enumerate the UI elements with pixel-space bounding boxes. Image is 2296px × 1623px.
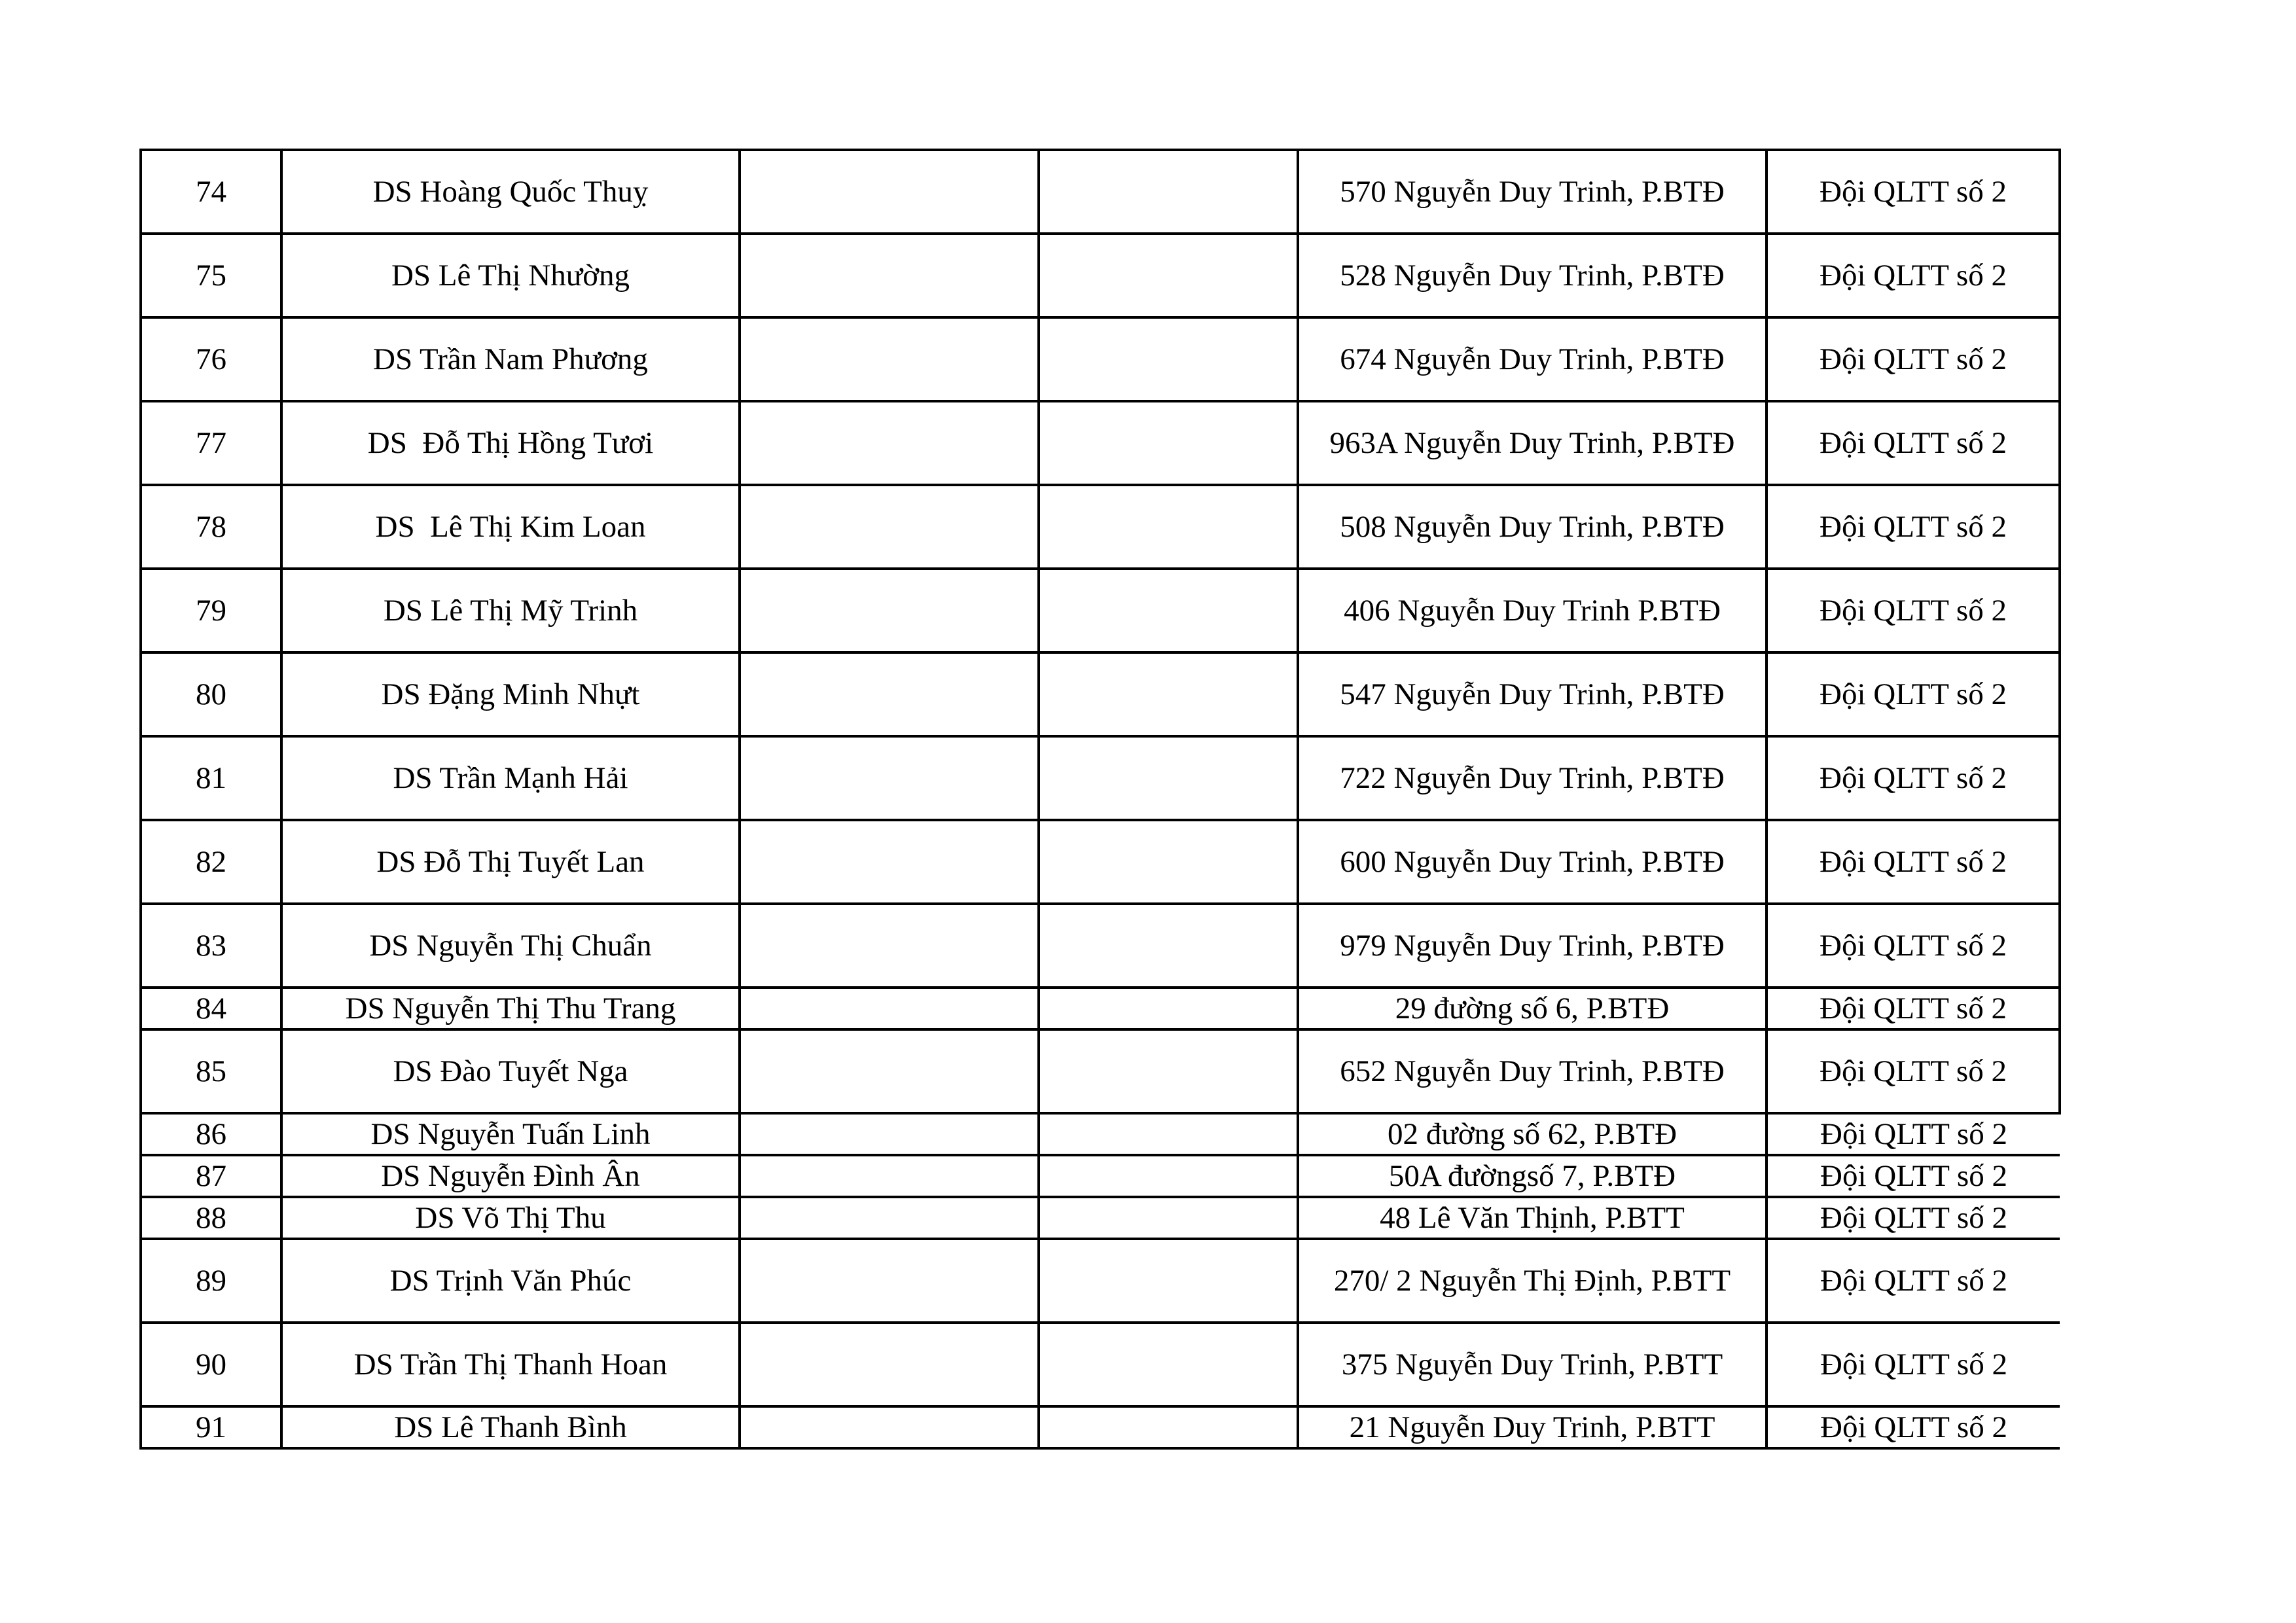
table-row [141, 569, 2060, 652]
row-number: 79 [141, 569, 281, 652]
row-number: 75 [141, 234, 281, 317]
address: 508 Nguyễn Duy Trinh, P.BTĐ [1298, 485, 1767, 569]
row-number: 86 [141, 1113, 281, 1155]
table-row [141, 150, 2060, 234]
table-row [141, 1406, 2060, 1448]
establishment-name: DS Đỗ Thị Tuyết Lan [281, 820, 740, 904]
establishment-name: DS Hoàng Quốc Thuỵ [281, 150, 740, 234]
address: 48 Lê Văn Thịnh, P.BTT [1298, 1197, 1767, 1239]
table-row [141, 1113, 2060, 1155]
establishment-name: DS Trần Thị Thanh Hoan [281, 1323, 740, 1406]
empty-cell [740, 1323, 1039, 1406]
table-row [141, 820, 2060, 904]
managing-unit: Đội QLTT số 2 [1767, 317, 2060, 401]
establishment-name: DS Lê Thị Kim Loan [281, 485, 740, 569]
empty-cell [740, 150, 1039, 234]
empty-cell [1039, 652, 1298, 736]
row-number: 85 [141, 1029, 281, 1113]
table-row [141, 485, 2060, 569]
establishment-name: DS Trần Nam Phương [281, 317, 740, 401]
table-row [141, 652, 2060, 736]
empty-cell [740, 1029, 1039, 1113]
address: 979 Nguyễn Duy Trinh, P.BTĐ [1298, 904, 1767, 988]
row-number: 77 [141, 401, 281, 485]
table-row [141, 904, 2060, 988]
row-number: 80 [141, 652, 281, 736]
establishment-name: DS Trịnh Văn Phúc [281, 1239, 740, 1323]
address: 547 Nguyễn Duy Trinh, P.BTĐ [1298, 652, 1767, 736]
table-row [141, 988, 2060, 1029]
empty-cell [1039, 904, 1298, 988]
establishment-name: DS Lê Thị Mỹ Trinh [281, 569, 740, 652]
address: 270/ 2 Nguyễn Thị Định, P.BTT [1298, 1239, 1767, 1323]
row-number: 83 [141, 904, 281, 988]
empty-cell [740, 569, 1039, 652]
row-number: 84 [141, 988, 281, 1029]
row-number: 90 [141, 1323, 281, 1406]
empty-cell [1039, 1113, 1298, 1155]
empty-cell [1039, 485, 1298, 569]
establishment-name: DS Lê Thị Nhường [281, 234, 740, 317]
establishment-name: DS Nguyễn Thị Thu Trang [281, 988, 740, 1029]
row-number: 76 [141, 317, 281, 401]
empty-cell [1039, 820, 1298, 904]
empty-cell [740, 652, 1039, 736]
managing-unit: Đội QLTT số 2 [1767, 401, 2060, 485]
address: 50A đườngsố 7, P.BTĐ [1298, 1155, 1767, 1197]
empty-cell [740, 317, 1039, 401]
empty-cell [1039, 1155, 1298, 1197]
empty-cell [1039, 1029, 1298, 1113]
managing-unit: Đội QLTT số 2 [1767, 234, 2060, 317]
address: 02 đường số 62, P.BTĐ [1298, 1113, 1767, 1155]
table-row [141, 1029, 2060, 1113]
table-row [141, 1197, 2060, 1239]
empty-cell [740, 904, 1039, 988]
managing-unit: Đội QLTT số 2 [1767, 1239, 2060, 1323]
row-number: 87 [141, 1155, 281, 1197]
table-row [141, 401, 2060, 485]
address: 963A Nguyễn Duy Trinh, P.BTĐ [1298, 401, 1767, 485]
address: 21 Nguyễn Duy Trinh, P.BTT [1298, 1406, 1767, 1448]
establishment-name: DS Đặng Minh Nhựt [281, 652, 740, 736]
empty-cell [740, 988, 1039, 1029]
address: 600 Nguyễn Duy Trinh, P.BTĐ [1298, 820, 1767, 904]
empty-cell [1039, 988, 1298, 1029]
empty-cell [1039, 317, 1298, 401]
managing-unit: Đội QLTT số 2 [1767, 150, 2060, 234]
empty-cell [1039, 401, 1298, 485]
row-number: 81 [141, 736, 281, 820]
row-number: 82 [141, 820, 281, 904]
empty-cell [1039, 1197, 1298, 1239]
row-number: 78 [141, 485, 281, 569]
empty-cell [740, 1113, 1039, 1155]
row-number: 91 [141, 1406, 281, 1448]
managing-unit: Đội QLTT số 2 [1767, 1406, 2060, 1448]
empty-cell [1039, 1406, 1298, 1448]
establishment-name: DS Trần Mạnh Hải [281, 736, 740, 820]
empty-cell [740, 1406, 1039, 1448]
empty-cell [740, 736, 1039, 820]
managing-unit: Đội QLTT số 2 [1767, 569, 2060, 652]
managing-unit: Đội QLTT số 2 [1767, 1113, 2060, 1155]
empty-cell [740, 401, 1039, 485]
row-number: 89 [141, 1239, 281, 1323]
managing-unit: Đội QLTT số 2 [1767, 736, 2060, 820]
table-row [141, 1155, 2060, 1197]
address: 29 đường số 6, P.BTĐ [1298, 988, 1767, 1029]
table-row [141, 1239, 2060, 1323]
table-row [141, 317, 2060, 401]
establishment-name: DS Đỗ Thị Hồng Tươi [281, 401, 740, 485]
table-row [141, 234, 2060, 317]
address: 406 Nguyễn Duy Trinh P.BTĐ [1298, 569, 1767, 652]
empty-cell [1039, 150, 1298, 234]
establishment-name: DS Lê Thanh Bình [281, 1406, 740, 1448]
address: 722 Nguyễn Duy Trinh, P.BTĐ [1298, 736, 1767, 820]
empty-cell [1039, 569, 1298, 652]
row-number: 74 [141, 150, 281, 234]
managing-unit: Đội QLTT số 2 [1767, 652, 2060, 736]
address: 528 Nguyễn Duy Trinh, P.BTĐ [1298, 234, 1767, 317]
establishment-name: DS Nguyễn Đình Ân [281, 1155, 740, 1197]
empty-cell [1039, 234, 1298, 317]
address: 375 Nguyễn Duy Trinh, P.BTT [1298, 1323, 1767, 1406]
managing-unit: Đội QLTT số 2 [1767, 1323, 2060, 1406]
managing-unit: Đội QLTT số 2 [1767, 1197, 2060, 1239]
empty-cell [1039, 1323, 1298, 1406]
managing-unit: Đội QLTT số 2 [1767, 485, 2060, 569]
empty-cell [740, 234, 1039, 317]
empty-cell [740, 1197, 1039, 1239]
establishment-name: DS Đào Tuyết Nga [281, 1029, 740, 1113]
empty-cell [1039, 736, 1298, 820]
pharmacy-registry-table [139, 149, 2061, 1450]
establishment-name: DS Nguyễn Thị Chuẩn [281, 904, 740, 988]
table-row [141, 736, 2060, 820]
row-number: 88 [141, 1197, 281, 1239]
empty-cell [740, 485, 1039, 569]
table-row [141, 1323, 2060, 1406]
managing-unit: Đội QLTT số 2 [1767, 1155, 2060, 1197]
managing-unit: Đội QLTT số 2 [1767, 1029, 2060, 1113]
managing-unit: Đội QLTT số 2 [1767, 904, 2060, 988]
address: 570 Nguyễn Duy Trinh, P.BTĐ [1298, 150, 1767, 234]
establishment-name: DS Võ Thị Thu [281, 1197, 740, 1239]
empty-cell [740, 1239, 1039, 1323]
managing-unit: Đội QLTT số 2 [1767, 988, 2060, 1029]
address: 652 Nguyễn Duy Trinh, P.BTĐ [1298, 1029, 1767, 1113]
empty-cell [1039, 1239, 1298, 1323]
managing-unit: Đội QLTT số 2 [1767, 820, 2060, 904]
empty-cell [740, 1155, 1039, 1197]
establishment-name: DS Nguyễn Tuấn Linh [281, 1113, 740, 1155]
empty-cell [740, 820, 1039, 904]
address: 674 Nguyễn Duy Trinh, P.BTĐ [1298, 317, 1767, 401]
